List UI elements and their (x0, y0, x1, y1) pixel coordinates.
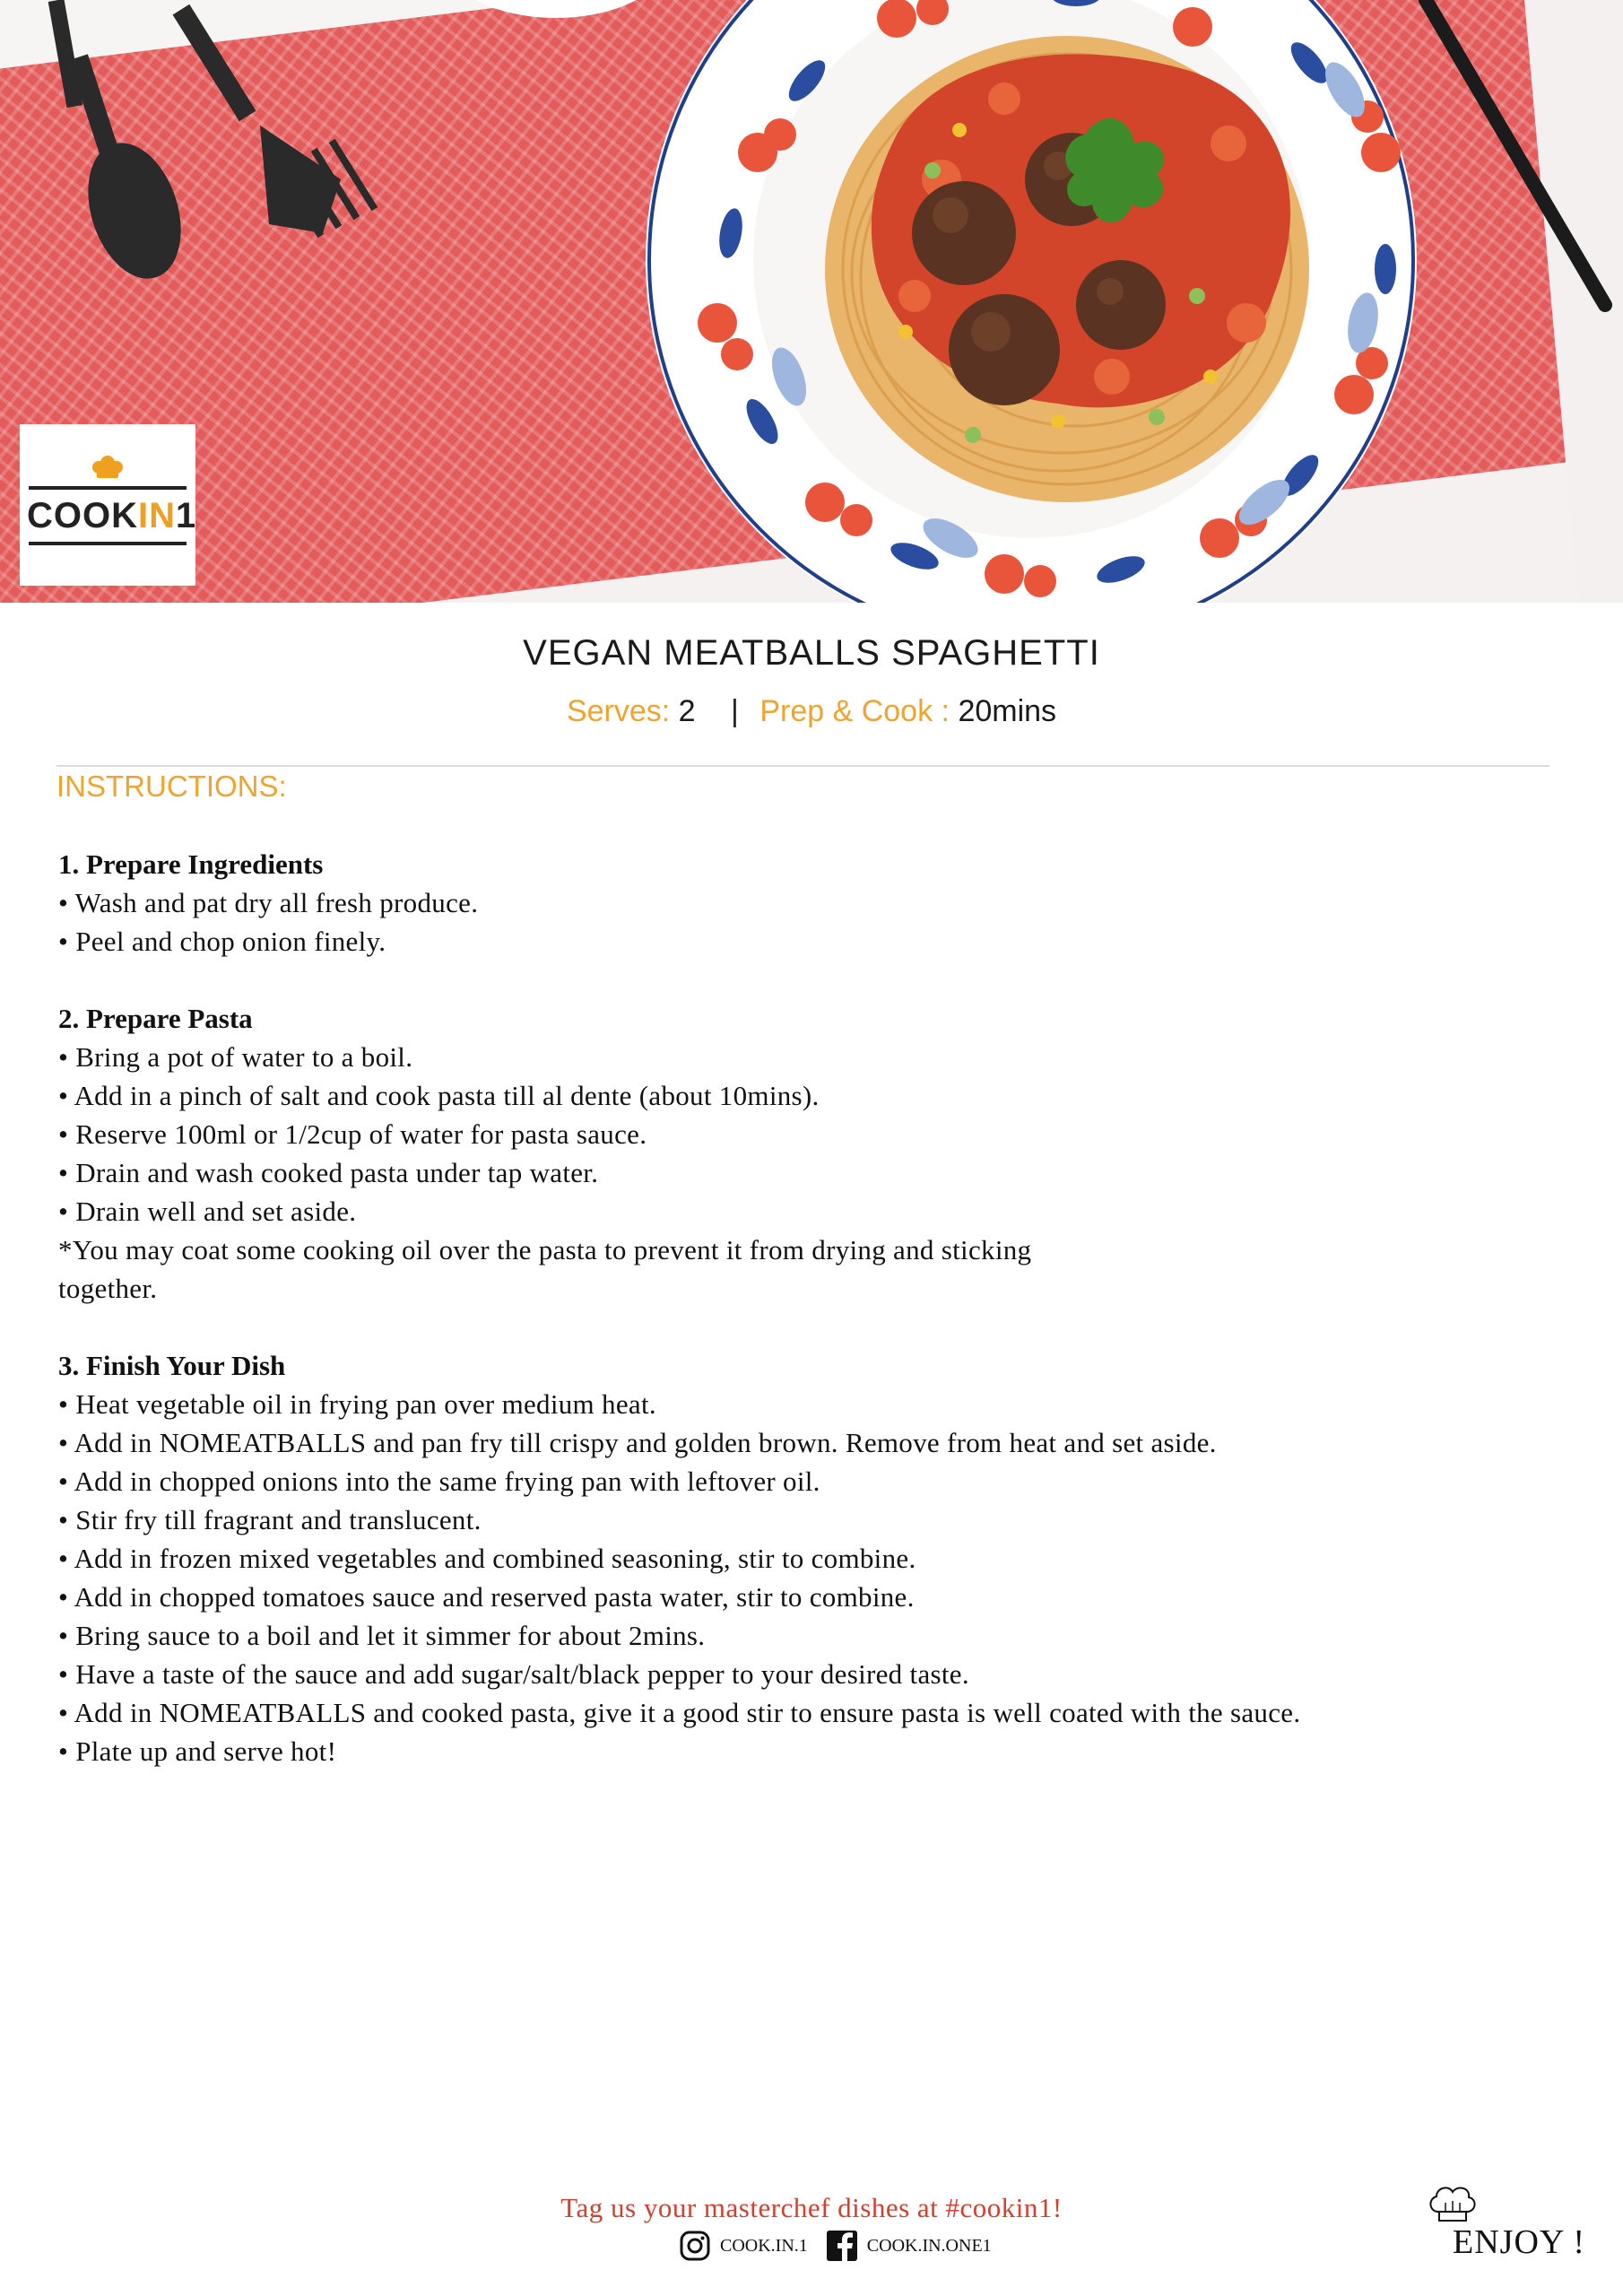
step-line: • Add in NOMEATBALLS and pan fry till crispy and golden brown. Remove from heat and set aside. (58, 1427, 1217, 1458)
step-title: 3. Finish Your Dish (58, 1350, 286, 1381)
step-line: • Plate up and serve hot! (58, 1735, 337, 1767)
step-title: 1. Prepare Ingredients (58, 848, 324, 880)
step-line: • Bring sauce to a boil and let it simmer for about 2mins. (58, 1620, 706, 1651)
step-line: • Add in a pinch of salt and cook pasta till al dente (about 10mins). (58, 1080, 820, 1111)
instagram-icon[interactable] (679, 2230, 711, 2262)
step-line: • Reserve 100ml or 1/2cup of water for pasta sauce. (58, 1118, 647, 1150)
step-line: • Drain well and set aside. (58, 1196, 357, 1227)
prep-value: 20mins (958, 694, 1057, 728)
logo-wordmark: COOKIN1 (27, 496, 197, 535)
step-line: • Add in chopped onions into the same frying pan with leftover oil. (58, 1465, 820, 1497)
step-line: • Bring a pot of water to a boil. (58, 1041, 413, 1073)
divider (56, 765, 1549, 767)
step-line: • Stir fry till fragrant and translucent. (58, 1504, 482, 1535)
step-line: • Add in chopped tomatoes sauce and reserved pasta water, stir to combine. (58, 1581, 915, 1613)
instagram-handle[interactable]: COOK.IN.1 (720, 2235, 808, 2256)
step-line: • Add in frozen mixed vegetables and combined seasoning, stir to combine. (58, 1543, 916, 1574)
footer-tagline: Tag us your masterchef dishes at #cookin1! (560, 2192, 1063, 2223)
facebook-icon[interactable] (826, 2230, 858, 2262)
meta-separator: | (731, 694, 739, 728)
step-line: • Drain and wash cooked pasta under tap water. (58, 1157, 599, 1188)
plate-illustration (0, 0, 1623, 603)
step-note: *You may coat some cooking oil over the pasta to prevent it from drying and sticking together. (58, 1234, 1032, 1304)
step-finish-your-dish (58, 1346, 1583, 1770)
recipe-meta (0, 694, 1623, 729)
logo (20, 424, 195, 586)
step-prepare-pasta (58, 999, 1583, 1308)
step-line: • Wash and pat dry all fresh produce. (58, 887, 479, 918)
instructions-list (58, 845, 1583, 1809)
step-prepare-ingredients (58, 845, 1583, 961)
step-line: • Add in NOMEATBALLS and cooked pasta, give it a good stir to ensure pasta is well coated with the sauce. (58, 1697, 1301, 1728)
facebook-handle[interactable]: COOK.IN.ONE1 (866, 2235, 992, 2256)
serves-label: Serves: (566, 694, 671, 728)
prep-label: Prep & Cook : (759, 694, 950, 728)
step-line: • Peel and chop onion finely. (58, 926, 386, 957)
instructions-heading: INSTRUCTIONS: (56, 770, 287, 803)
social-links (679, 2228, 1010, 2264)
hero-photo (0, 0, 1623, 603)
recipe-title: VEGAN MEATBALLS SPAGHETTI (523, 633, 1100, 673)
enjoy-signoff: ENJOY ! (1453, 2223, 1586, 2261)
step-line: • Have a taste of the sauce and add sugar/salt/black pepper to your desired taste. (58, 1658, 969, 1690)
step-title: 2. Prepare Pasta (58, 1003, 253, 1034)
serves-value: 2 (678, 694, 696, 728)
step-line: • Heat vegetable oil in frying pan over medium heat. (58, 1388, 656, 1420)
